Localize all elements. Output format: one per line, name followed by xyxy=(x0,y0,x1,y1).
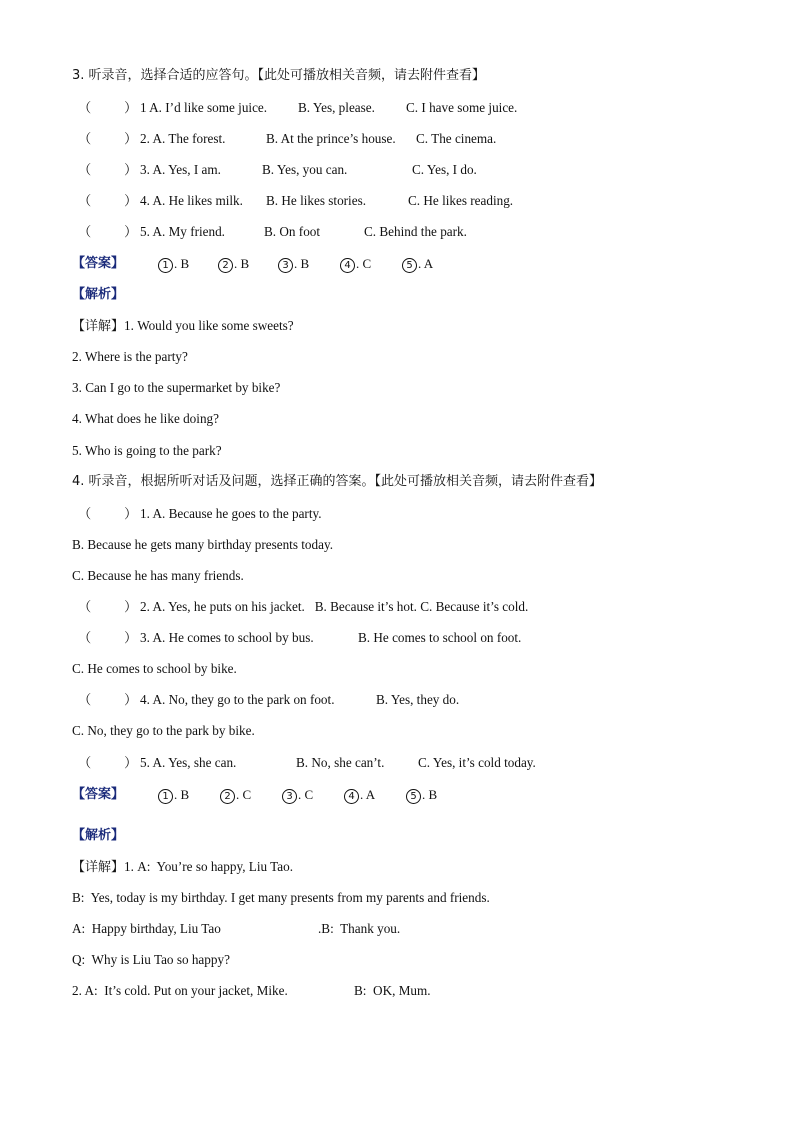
q4-item-1-option-b: B. Because he gets many birthday presents today. xyxy=(72,537,333,552)
option-c: C. The cinema. xyxy=(416,131,497,146)
q4-detail-2: 2. A: It’s cold. Put on your jacket, Mike. B: OK, Mum. xyxy=(72,983,431,998)
dialogue-question: Q: Why is Liu Tao so happy? xyxy=(72,952,230,967)
option-b: B. Yes, they do. xyxy=(376,692,460,707)
detail-label: 【详解】 xyxy=(72,860,125,875)
answer-paren: （ ） xyxy=(78,193,138,208)
dialogue-line-b: B: Yes, today is my birthday. I get many presents from my parents and friends. xyxy=(72,890,490,905)
answer-3: 3 . B xyxy=(278,256,309,273)
answer-4: 4 . C xyxy=(340,256,371,273)
option-c: C. Yes, I do. xyxy=(412,162,477,177)
answer-1: 1 . B xyxy=(158,787,189,804)
q3-detail-1: 【详解】1. Would you like some sweets? xyxy=(72,318,294,334)
answer-paren: （ ） xyxy=(78,506,138,521)
answer-paren: （ ） xyxy=(78,162,138,177)
option-a: 3. A. Yes, I am. xyxy=(140,162,221,177)
answer-paren: （ ） xyxy=(78,599,138,614)
option-a: 1 A. I’d like some juice. xyxy=(140,100,268,115)
answer-label: 【答案】 xyxy=(72,787,125,802)
option-b: B. Yes, you can. xyxy=(262,162,348,177)
answer-paren: （ ） xyxy=(78,224,138,239)
analysis-label: 【解析】 xyxy=(72,828,125,843)
answer-5: 5 . A xyxy=(402,256,433,273)
option-a: 5. A. My friend. xyxy=(140,224,225,239)
option-c: C. Behind the park. xyxy=(364,224,467,239)
option-a: 1. A. Because he goes to the party. xyxy=(140,506,322,521)
q3-detail-3: 3. Can I go to the supermarket by bike? xyxy=(72,380,281,395)
options: 2. A. Yes, he puts on his jacket. B. Because it’s hot. C. Because it’s cold. xyxy=(140,599,529,614)
q4-heading: 4. 听录音，根据所听对话及问题，选择正确的答案。【此处可播放相关音频，请去附件查看】 xyxy=(72,474,603,489)
q4-item-3-option-c: C. He comes to school by bike. xyxy=(72,661,237,676)
q3-detail-2: 2. Where is the party? xyxy=(72,349,188,364)
option-b: B. He comes to school on foot. xyxy=(358,630,522,645)
option-b: B. At the prince’s house. xyxy=(266,131,396,146)
q3-heading: 3. 听录音，选择合适的应答句。【此处可播放相关音频，请去附件查看】 xyxy=(72,68,486,83)
analysis-label: 【解析】 xyxy=(72,287,125,302)
answer-label: 【答案】 xyxy=(72,256,125,271)
answer-4: 4 . A xyxy=(344,787,375,804)
q4-item-4-option-c: C. No, they go to the park by bike. xyxy=(72,723,255,738)
q3-detail-5: 5. Who is going to the park? xyxy=(72,443,222,458)
dialogue-line-a: A: Happy birthday, Liu Tao .B: Thank you. xyxy=(72,921,401,936)
option-b: B. No, she can’t. xyxy=(296,755,385,770)
option-a: 4. A. No, they go to the park on foot. xyxy=(140,692,335,707)
answer-paren: （ ） xyxy=(78,755,138,770)
answer-paren: （ ） xyxy=(78,131,138,146)
answer-paren: （ ） xyxy=(78,100,138,115)
option-b: B. On foot xyxy=(264,224,321,239)
option-a: 4. A. He likes milk. xyxy=(140,193,243,208)
answer-paren: （ ） xyxy=(78,630,138,645)
answer-paren: （ ） xyxy=(78,692,138,707)
option-b: B. Yes, please. xyxy=(298,100,375,115)
option-c: C. Yes, it’s cold today. xyxy=(418,755,536,770)
option-c: C. I have some juice. xyxy=(406,100,518,115)
option-a: 5. A. Yes, she can. xyxy=(140,755,237,770)
option-a: 2. A. The forest. xyxy=(140,131,226,146)
q4-detail-1: 【详解】1. A: You’re so happy, Liu Tao. xyxy=(72,859,294,875)
answer-3: 3 . C xyxy=(282,787,313,804)
answer-5: 5 . B xyxy=(406,787,437,804)
detail-label: 【详解】 xyxy=(72,319,125,334)
option-b: B. He likes stories. xyxy=(266,193,366,208)
answer-1: 1 . B xyxy=(158,256,189,273)
answer-2: 2 . C xyxy=(220,787,251,804)
q4-item-1-option-c: C. Because he has many friends. xyxy=(72,568,244,583)
option-c: C. He likes reading. xyxy=(408,193,514,208)
q3-detail-4: 4. What does he like doing? xyxy=(72,411,219,426)
option-a: 3. A. He comes to school by bus. xyxy=(140,630,314,645)
answer-2: 2 . B xyxy=(218,256,249,273)
